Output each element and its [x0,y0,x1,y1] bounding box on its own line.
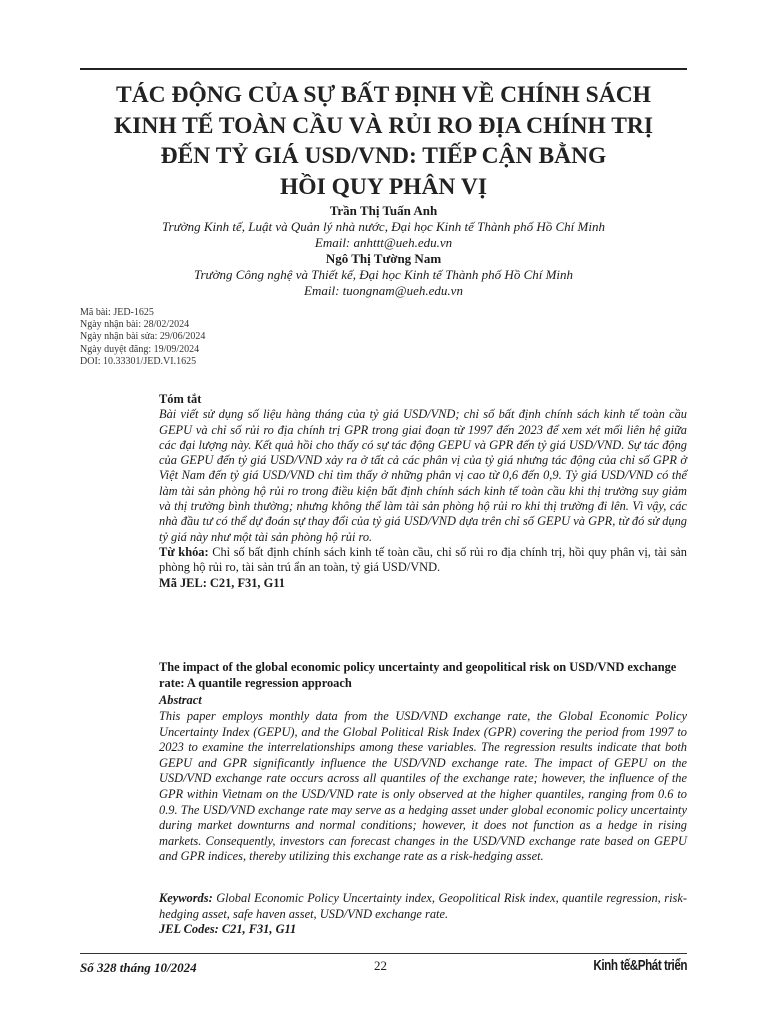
revised-date: Ngày nhận bài sửa: 29/06/2024 [80,331,206,343]
author-affiliation: Trường Kinh tế, Luật và Quản lý nhà nước, Đại học Kinh tế Thành phố Hồ Chí Minh [162,219,605,234]
article-code: Mã bài: JED-1625 [80,307,154,318]
en-keywords-label: Keywords: [159,891,213,905]
vi-summary [159,392,687,591]
author-name: Ngô Thị Tường Nam [325,251,442,266]
author-name: Trần Thị Tuấn Anh [329,203,438,218]
author-email[interactable]: Email: tuongnam@ueh.edu.vn [304,283,463,298]
vi-keywords [159,545,687,576]
footer-rule [80,953,687,954]
vi-summary-heading: Tóm tắt [159,392,202,406]
en-abstract-heading: Abstract [159,693,202,707]
article-metadata [80,307,205,368]
en-title: The impact of the global economic policy uncertainty and geopolitical risk on USD/VND exchange rate: A quantile regression approach [159,660,677,690]
title-line: ĐẾN TỶ GIÁ USD/VND: TIẾP CẬN BẰNG [160,143,607,169]
author-email[interactable]: Email: anhttt@ueh.edu.vn [314,235,453,250]
en-keywords [159,891,687,922]
doi[interactable]: DOI: 10.33301/JED.VI.1625 [80,355,197,367]
author-1 [80,203,687,251]
en-keywords-text: Global Economic Policy Uncertainty index, Geopolitical Risk index, quantile regression, risk-hedging asset, safe haven asset, USD/VND exchange rate. [159,891,687,921]
title-line: HỒI QUY PHÂN VỊ [280,173,487,200]
accepted-date: Ngày duyệt đăng: 19/09/2024 [80,343,200,355]
top-rule [80,68,687,70]
received-date: Ngày nhận bài: 28/02/2024 [80,319,190,331]
journal-logo: Kinh tế&Phát triển [593,957,687,974]
en-abstract-body: This paper employs monthly data from the USD/VND exchange rate, the Global Economic Policy Uncertainty Index (GEPU), and the Global Political Risk Index (GPR) covering the period from 1997 to 2023 to examine the interrelationships among these variables. The regression results indicate that both GEPU and GPR significantly influence the USD/VND exchange rate. The impact of GEPU on the USD/VND exchange rate occurs across all quantiles of the exchange rate; however, the influence of the GPR within Vietnam on the USD/VND rate is only observed at the higher quantiles, ranging from 0.6 to 0.9. The USD/VND exchange rate may serve as a hedging asset under global economic policy uncertainty during market downturns and normal conditions; however, it does not function as a hedge in rising markets. Consequently, investors can forecast changes in the USD/VND exchange rate based on GEPU and GPR indices, thereby utilizing this exchange rate as a risk-hedging asset. [159,709,687,864]
en-jel-codes: JEL Codes: C21, F31, G11 [159,922,297,936]
vi-jel-codes: Mã JEL: C21, F31, G11 [159,575,285,590]
paper-title [80,80,687,202]
vi-keywords-text: Chỉ số bất định chính sách kinh tế toàn cầu, chỉ số rủi ro địa chính trị, hồi quy phân vị, tài sản phòng hộ rủi ro, tài sản trú ẩn an toàn, tỷ giá USD/VND. [159,544,687,575]
author-affiliation: Trường Công nghệ và Thiết kế, Đại học Kinh tế Thành phố Hồ Chí Minh [193,267,574,282]
page-number: 22 [374,958,387,973]
vi-keywords-label: Từ khóa: [159,544,209,559]
title-line: KINH TẾ TOÀN CẦU VÀ RỦI RO ĐỊA CHÍNH TRỊ [113,112,654,139]
footer-issue: Số 328 tháng 10/2024 [80,960,197,975]
author-2 [80,251,687,299]
title-line: TÁC ĐỘNG CỦA SỰ BẤT ĐỊNH VỀ CHÍNH SÁCH [116,82,651,108]
vi-summary-body: Bài viết sử dụng số liệu hàng tháng của tỷ giá USD/VND; chỉ số bất định chính sách kinh tế toàn cầu GEPU và chỉ số rủi ro địa chính trị GPR trong giai đoạn từ 1997 đến 2023 để xem xét mối liên hệ giữa các đại lượng này. Kết quả hồi cho thấy có sự tác động GEPU và GPR đến tỷ giá USD/VND. Sự tác động của GEPU đến tỷ giá USD/VND xảy ra ở tất cả các phân vị của tỷ giá nhưng tác động của chỉ số GPR ở Việt Nam đến tỷ giá USD/VND chỉ tìm thấy ở những phân vị cao từ 0,6 đến 0,9. Tỷ giá USD/VND có thể làm tài sản phòng hộ rủi ro trong điều kiện bất định chính sách kinh tế toàn cầu khi thị trường suy giảm và thị trường bình thường; nhưng không thể làm tài sản phòng hộ rủi ro khi thị trường đi lên. Vì vậy, các nhà đầu tư có thể dự đoán sự thay đổi của tỷ giá USD/VND dựa trên chỉ số GEPU và GPR, từ đó sử dụng tỷ giá này như một tài sản phòng hộ rủi ro. [159,407,687,544]
